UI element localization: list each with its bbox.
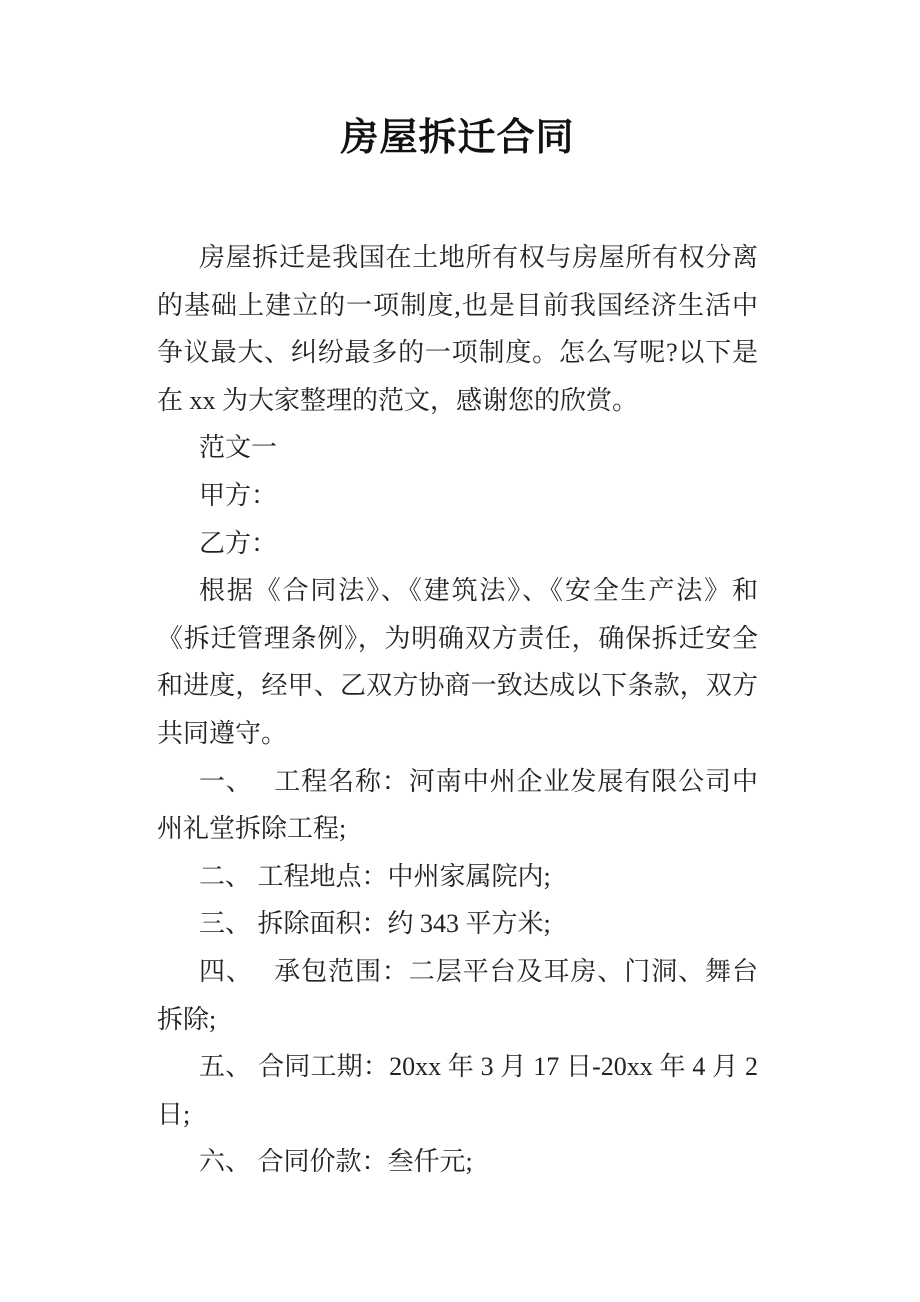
- paragraph-party-a: 甲方：: [199, 480, 278, 510]
- paragraph-item-1-project-name: 一、 工程名称：河南中州企业发展有限公司中州礼堂拆除工程;: [157, 766, 758, 844]
- paragraph-item-4-scope: 四、 承包范围：二层平台及耳房、门洞、舞台拆除;: [157, 956, 758, 1034]
- paragraph-item-5-duration: 五、 合同工期：20xx 年 3 月 17 日-20xx 年 4 月 2 日;: [157, 1052, 758, 1129]
- paragraph-item-6-price: 六、 合同价款：叁仟元;: [199, 1147, 473, 1177]
- paragraph-intro: 房屋拆迁是我国在土地所有权与房屋所有权分离的基础上建立的一项制度,也是目前我国经济生活中争议最大、纠纷最多的一项制度。怎么写呢?以下是在 xx 为大家整理的范文，感谢您的欣赏。: [157, 243, 758, 415]
- document-body: [157, 234, 758, 1186]
- paragraph-party-b: 乙方：: [199, 528, 278, 558]
- paragraph-item-3-area: 三、 拆除面积：约 343 平方米;: [199, 909, 551, 939]
- paragraph-item-2-location: 二、 工程地点：中州家属院内;: [199, 861, 551, 891]
- paragraph-sample-heading: 范文一: [199, 433, 278, 463]
- document-content: [157, 0, 758, 1186]
- paragraph-basis: 根据《合同法》、《建筑法》、《安全生产法》和《拆迁管理条例》，为明确双方责任，确保拆迁安全和进度，经甲、乙双方协商一致达成以下条款，双方共同遵守。: [157, 576, 758, 748]
- document-title: 房屋拆迁合同: [340, 117, 575, 159]
